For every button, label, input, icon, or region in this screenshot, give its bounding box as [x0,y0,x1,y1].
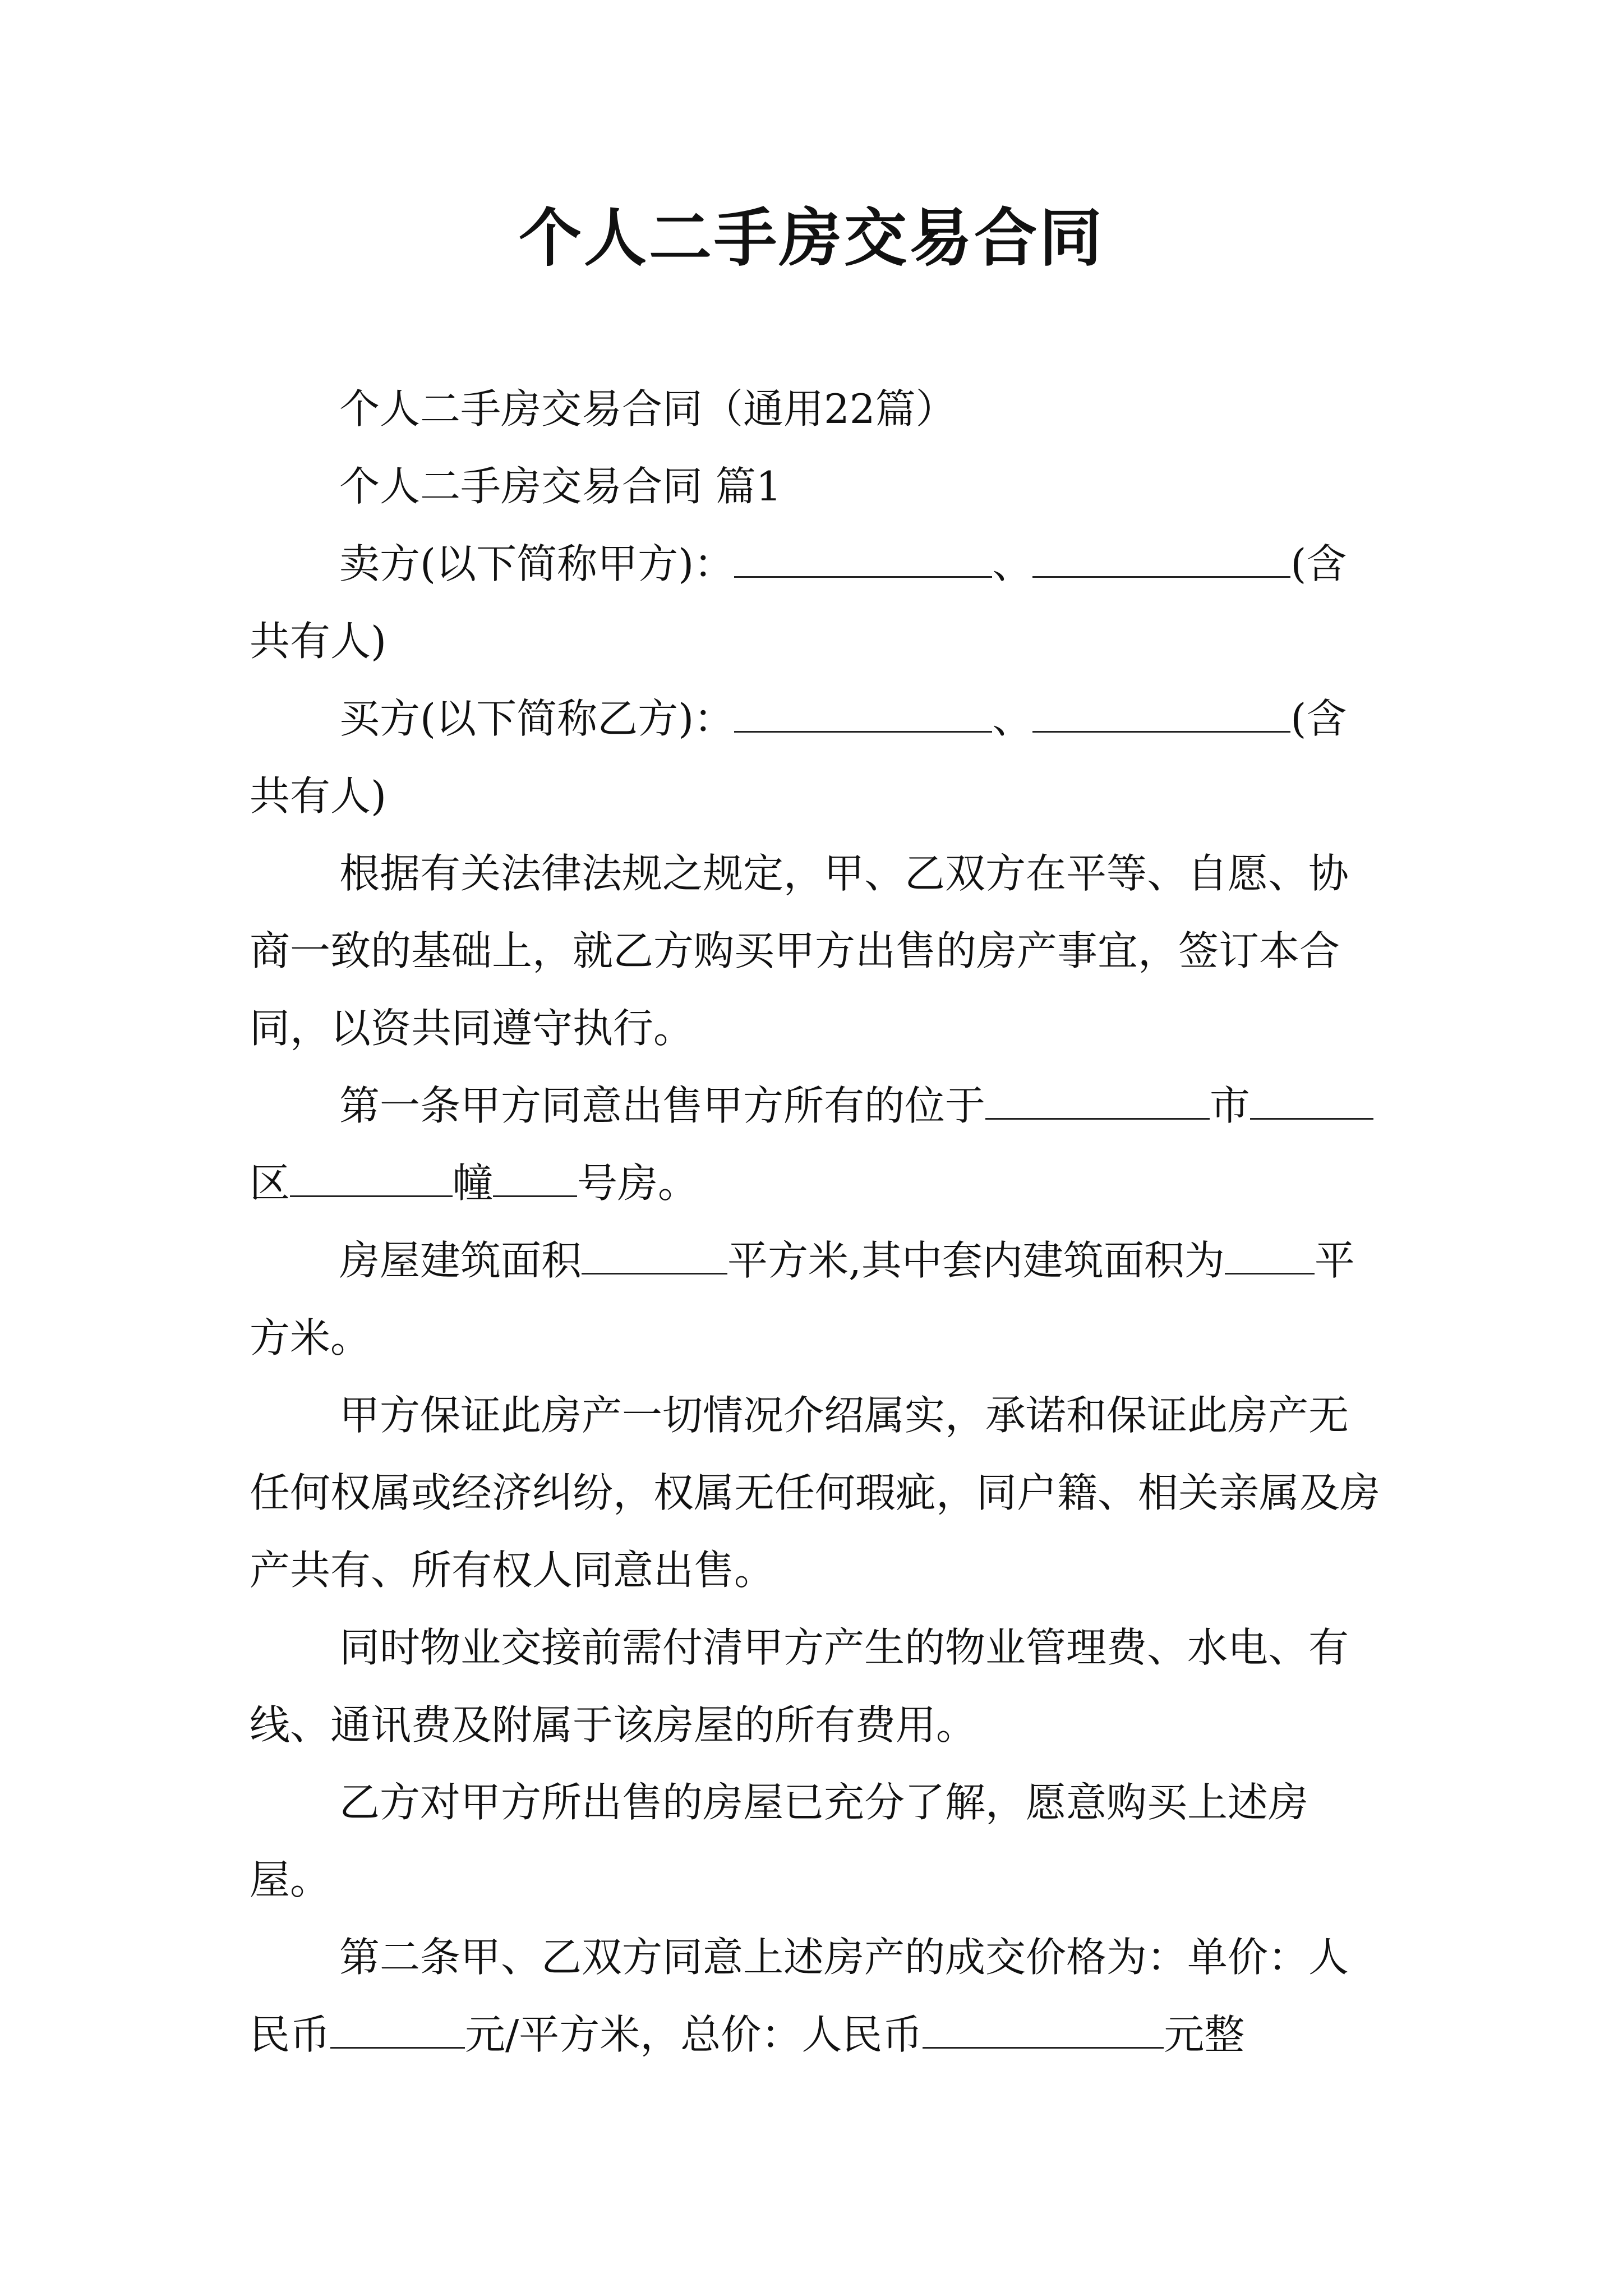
guarantee-paragraph: 甲方保证此房产一切情况介绍属实，承诺和保证此房产无任何权属或经济纠纷，权属无任何瑕疵，同户籍、相关亲属及房产共有、所有权人同意出售。 [250,1392,1381,1594]
inner-area-blank [1225,1237,1315,1274]
seller-separator: 、 [992,540,1033,587]
article1-paragraph [250,1067,1382,1222]
seller-co-owner-blank [1032,540,1290,578]
total-price-blank [923,2011,1164,2049]
unit-price-blank [330,2011,465,2049]
buyer-acknowledgement-paragraph: 乙方对甲方所出售的房屋已充分了解，愿意购买上述房屋。 [250,1779,1309,1903]
area-text-a: 房屋建筑面积 [339,1237,582,1284]
seller-line [250,525,1382,680]
city-label: 市 [1210,1082,1251,1129]
area-paragraph [250,1222,1382,1377]
building-blank [290,1159,453,1197]
district-blank [1250,1082,1373,1120]
district-label: 区 [250,1159,291,1207]
buyer-line [250,680,1382,835]
subtitle: 个人二手房交易合同（通用22篇） [339,385,956,432]
area-text-b: 平方米,其中套内建筑面积为 [727,1237,1225,1284]
article2-text-c: 元整 [1164,2011,1245,2058]
room-blank [493,1159,577,1197]
document-title: 个人二手房交易合同 [519,201,1104,275]
article2-paragraph [250,1918,1382,2073]
section-heading: 个人二手房交易合同 篇1 [339,463,782,510]
buyer-label: 买方(以下简称乙方)： [339,695,735,742]
preamble-paragraph: 根据有关法律法规之规定，甲、乙双方在平等、自愿、协商一致的基础上，就乙方购买甲方出售的房产事宜，签订本合同，以资共同遵守执行。 [250,850,1349,1052]
buyer-name-blank [734,695,992,733]
city-blank [985,1082,1210,1120]
seller-suffix: (含共有人) [250,540,1347,665]
document-body [250,370,1382,2073]
buyer-suffix: (含共有人) [250,695,1347,820]
seller-name-blank [734,540,992,578]
article1-text: 第一条甲方同意出售甲方所有的位于 [339,1082,986,1129]
building-label: 幢 [453,1159,494,1207]
area-text-c: 平方米。 [250,1237,1355,1361]
gross-area-blank [582,1237,727,1274]
article2-text-b: 元/平方米，总价：人民币 [465,2011,923,2058]
seller-label: 卖方(以下简称甲方)： [339,540,735,587]
room-label: 号房。 [577,1159,699,1207]
buyer-co-owner-blank [1032,695,1290,733]
article2-text-a: 第二条甲、乙双方同意上述房产的成交价格为：单价：人民币 [250,1934,1349,2058]
fees-paragraph: 同时物业交接前需付清甲方产生的物业管理费、水电、有线、通讯费及附属于该房屋的所有费用。 [250,1624,1349,1749]
buyer-separator: 、 [992,695,1033,742]
